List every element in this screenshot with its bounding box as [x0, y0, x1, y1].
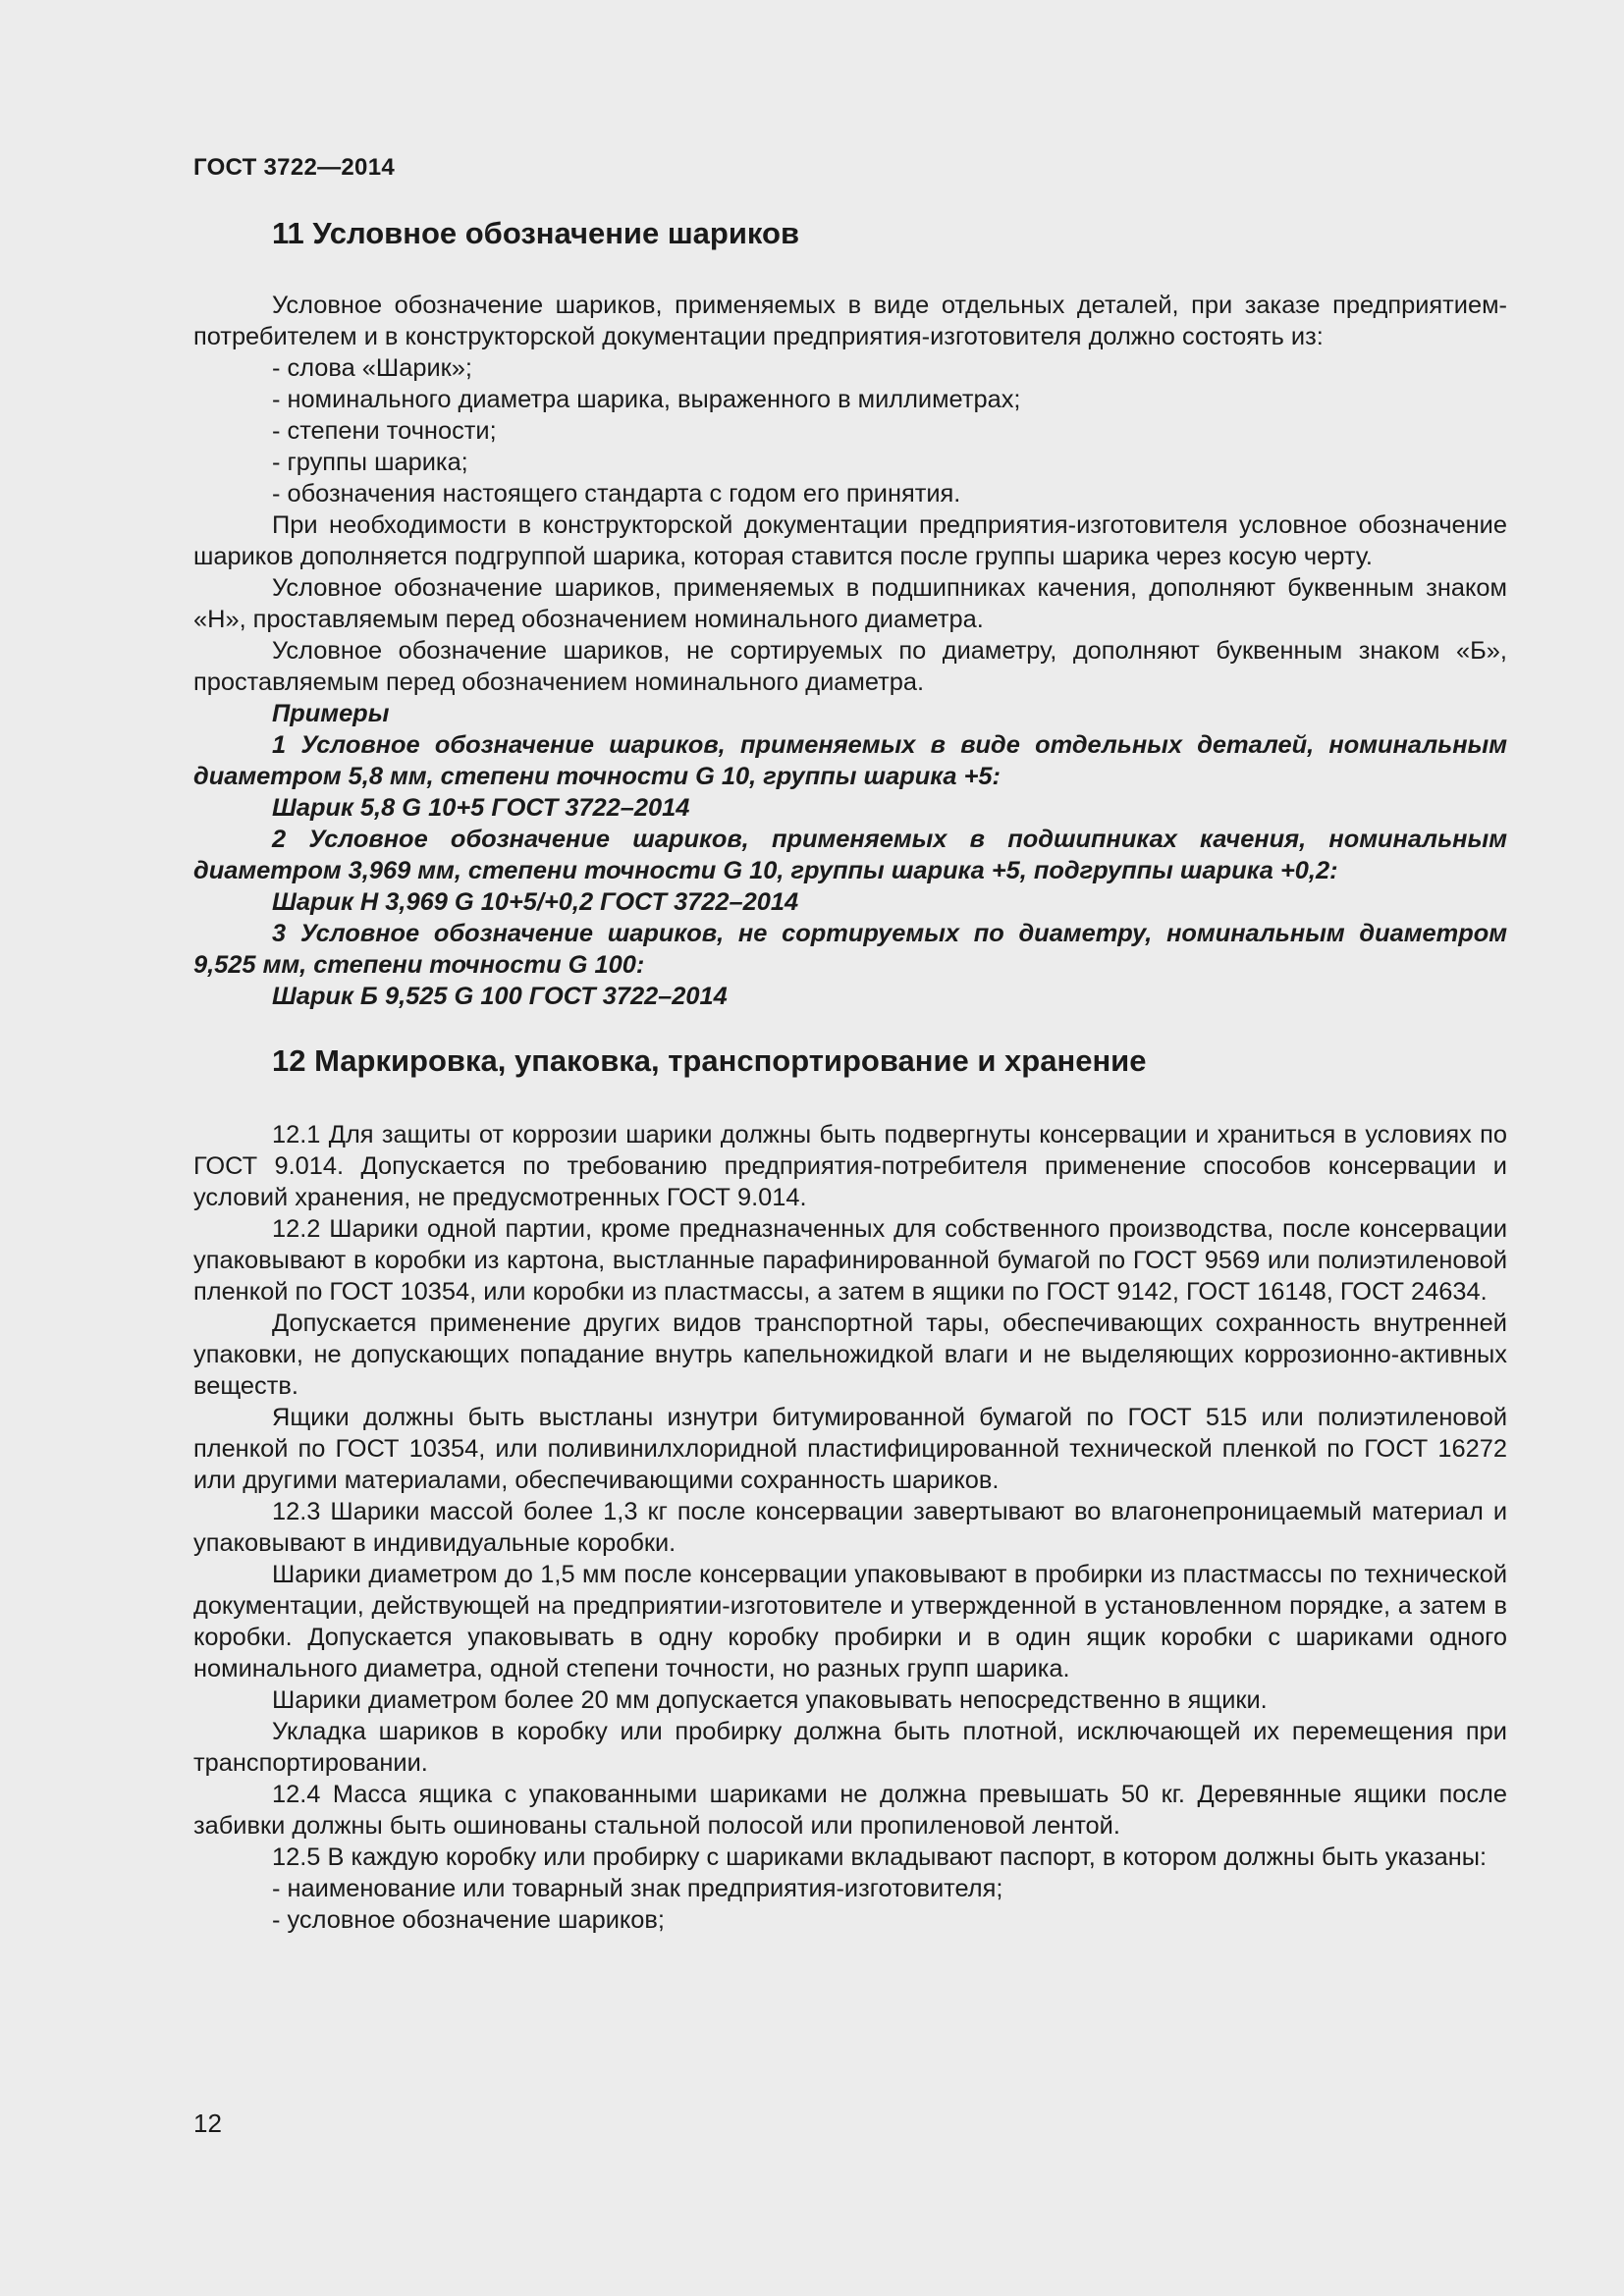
- list-item: - наименование или товарный знак предприятия-изготовителя;: [272, 1875, 1003, 1902]
- paragraph: При необходимости в конструкторской документации предприятия-изготовителя условное обозначение шариков дополняется подгруппой шарика, которая ставится после группы шарика через косую черту.: [193, 511, 1507, 570]
- examples-heading: Примеры: [272, 700, 390, 727]
- page-content: [193, 214, 1507, 1936]
- paragraph: 12.4 Масса ящика с упакованными шариками не должна превышать 50 кг. Деревянные ящики после забивки должны быть ошинованы стальной полосой или пропиленовой лентой.: [193, 1781, 1507, 1840]
- list-item: - степени точности;: [272, 417, 497, 445]
- list-item: - группы шарика;: [272, 449, 468, 476]
- example-text: 1 Условное обозначение шариков, применяемых в виде отдельных деталей, номинальным диаметром 5,8 мм, степени точности G 10, группы шарика +5:: [193, 731, 1507, 790]
- list-item: - слова «Шарик»;: [272, 354, 472, 382]
- running-header: ГОСТ 3722—2014: [193, 154, 396, 181]
- example-designation: Шарик 5,8 G 10+5 ГОСТ 3722–2014: [272, 794, 690, 822]
- paragraph: Условное обозначение шариков, применяемых в подшипниках качения, дополняют буквенным знаком «Н», проставляемым перед обозначением номинального диаметра.: [193, 574, 1507, 633]
- paragraph: Условное обозначение шариков, не сортируемых по диаметру, дополняют буквенным знаком «Б», проставляемым перед обозначением номинального диаметра.: [193, 637, 1507, 696]
- list-item: - номинального диаметра шарика, выраженного в миллиметрах;: [272, 386, 1021, 413]
- paragraph: Шарики диаметром до 1,5 мм после консервации упаковывают в пробирки из пластмассы по технической документации, действующей на предприятии-изготовителе и утвержденной в установленном порядке, а затем в коробки. Допускается упаковывать в одну коробку пробирки и в один ящик коробки с шариками одного номинального диаметра, одной степени точности, но разных групп шарика.: [193, 1561, 1507, 1682]
- paragraph: 12.5 В каждую коробку или пробирку с шариками вкладывают паспорт, в котором должны быть указаны:: [272, 1843, 1488, 1871]
- paragraph: Ящики должны быть выстланы изнутри битумированной бумагой по ГОСТ 515 или полиэтиленовой пленкой по ГОСТ 10354, или поливинилхлоридной пластифицированной технической пленкой по ГОСТ 16272 или другими материалами, обеспечивающими сохранность шариков.: [193, 1404, 1507, 1494]
- paragraph: Укладка шариков в коробку или пробирку должна быть плотной, исключающей их перемещения при транспортировании.: [193, 1718, 1507, 1777]
- list-item: - обозначения настоящего стандарта с годом его принятия.: [272, 480, 961, 507]
- paragraph: Шарики диаметром более 20 мм допускается упаковывать непосредственно в ящики.: [272, 1686, 1268, 1714]
- example-designation: Шарик Б 9,525 G 100 ГОСТ 3722–2014: [272, 983, 728, 1010]
- paragraph: 12.2 Шарики одной партии, кроме предназначенных для собственного производства, после консервации упаковывают в коробки из картона, выстланные парафинированной бумагой по ГОСТ 9569 или полиэтиленовой пленкой по ГОСТ 10354, или коробки из пластмассы, а затем в ящики по ГОСТ 9142, ГОСТ 16148, ГОСТ 24634.: [193, 1215, 1507, 1306]
- paragraph: Допускается применение других видов транспортной тары, обеспечивающих сохранность внутренней упаковки, не допускающих попадание внутрь капельножидкой влаги и не выделяющих коррозионно-активных веществ.: [193, 1309, 1507, 1400]
- example-text: 2 Условное обозначение шариков, применяемых в подшипниках качения, номинальным диаметром 3,969 мм, степени точности G 10, группы шарика +5, подгруппы шарика +0,2:: [193, 826, 1507, 884]
- section-11-title: 11 Условное обозначение шариков: [272, 216, 800, 250]
- example-designation: Шарик Н 3,969 G 10+5/+0,2 ГОСТ 3722–2014: [272, 888, 799, 916]
- example-text: 3 Условное обозначение шариков, не сортируемых по диаметру, номинальным диаметром 9,525 мм, степени точности G 100:: [193, 920, 1507, 979]
- page-number: 12: [193, 2109, 222, 2138]
- section-11-intro: Условное обозначение шариков, применяемых в виде отдельных деталей, при заказе предприятием-потребителем и в конструкторской документации предприятия-изготовителя должно состоять из:: [193, 292, 1507, 350]
- section-12-title: 12 Маркировка, упаковка, транспортирование и хранение: [272, 1043, 1147, 1078]
- paragraph: 12.3 Шарики массой более 1,3 кг после консервации завертывают во влагонепроницаемый материал и упаковывают в индивидуальные коробки.: [193, 1498, 1507, 1557]
- list-item: - условное обозначение шариков;: [272, 1906, 665, 1934]
- paragraph: 12.1 Для защиты от коррозии шарики должны быть подвергнуты консервации и храниться в условиях по ГОСТ 9.014. Допускается по требованию предприятия-потребителя применение способов консервации и условий хранения, не предусмотренных ГОСТ 9.014.: [193, 1121, 1507, 1211]
